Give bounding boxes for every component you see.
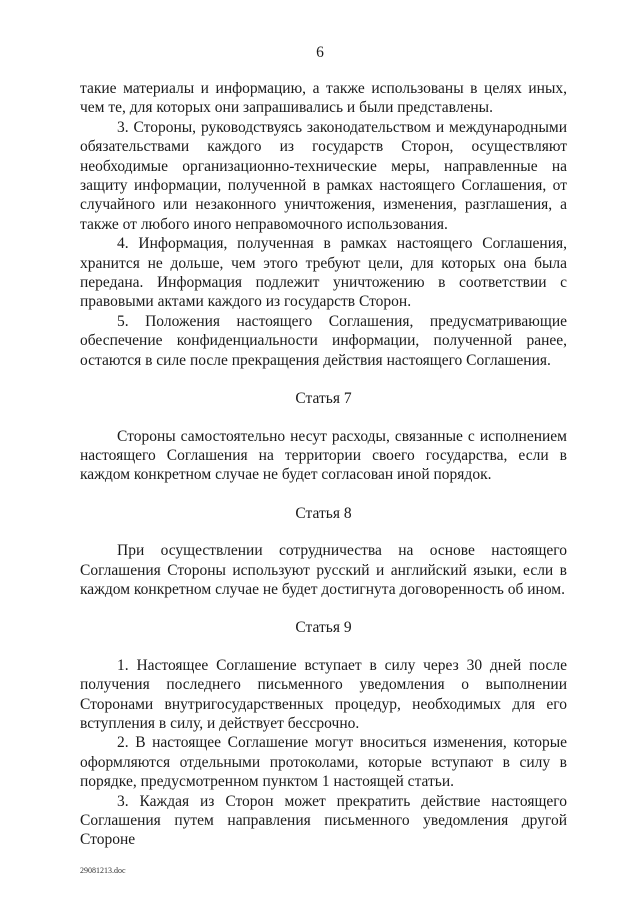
- article-9-item-3: 3. Каждая из Сторон может прекратить действие настоящего Соглашения путем направления письменного уведомления другой Стороне: [80, 792, 567, 849]
- article-8-heading: Статья 8: [295, 504, 352, 522]
- document-body: [80, 79, 567, 850]
- article-9-item-2: 2. В настоящее Соглашение могут вноситься изменения, которые оформляются отдельными протоколами, которые вступают в силу в порядке, предусмотренном пунктом 1 настоящей статьи.: [80, 734, 567, 791]
- article-9-item-1: 1. Настоящее Соглашение вступает в силу через 30 дней после получения последнего письменного уведомления о выполнении Сторонами внутригосударственных процедур, необходимых для его вступления в силу, и действует бессрочно.: [80, 656, 567, 732]
- article-9-heading: Статья 9: [295, 619, 352, 637]
- paragraph-continuation: такие материалы и информацию, а также использованы в целях иных, чем те, для которых они запрашивались и были представлены.: [80, 80, 567, 117]
- article-7-heading: Статья 7: [295, 390, 352, 408]
- paragraph-item-4: 4. Информация, полученная в рамках настоящего Соглашения, хранится не дольше, чем этого требуют цели, для которых она была передана. Информация подлежит уничтожению в соответствии с правовыми актами каждого из государств Сторон.: [80, 235, 567, 311]
- paragraph-item-5: 5. Положения настоящего Соглашения, предусматривающие обеспечение конфиденциальности информации, полученной ранее, остаются в силе после прекращения действия настоящего Соглашения.: [80, 312, 567, 369]
- article-8-text: При осуществлении сотрудничества на основе настоящего Соглашения Стороны используют русский и английский языки, если в каждом конкретном случае не будет достигнута договоренность об ином.: [80, 542, 567, 598]
- footer-filename: 29081213.doc: [80, 866, 126, 875]
- page-number: 6: [316, 44, 324, 61]
- paragraph-item-3: 3. Стороны, руководствуясь законодательством и международными обязательствами каждого из государств Сторон, осуществляют необходимые организационно-технические меры, направленные на защиту информации, полученной в рамках настоящего Соглашения, от случайного или незаконного уничтожения, изменения, разглашения, а также от любого иного неправомочного использования.: [80, 118, 567, 233]
- article-7-text: Стороны самостоятельно несут расходы, связанные с исполнением настоящего Соглашения на территории своего государства, если в каждом конкретном случае не будет согласован иной порядок.: [80, 427, 567, 484]
